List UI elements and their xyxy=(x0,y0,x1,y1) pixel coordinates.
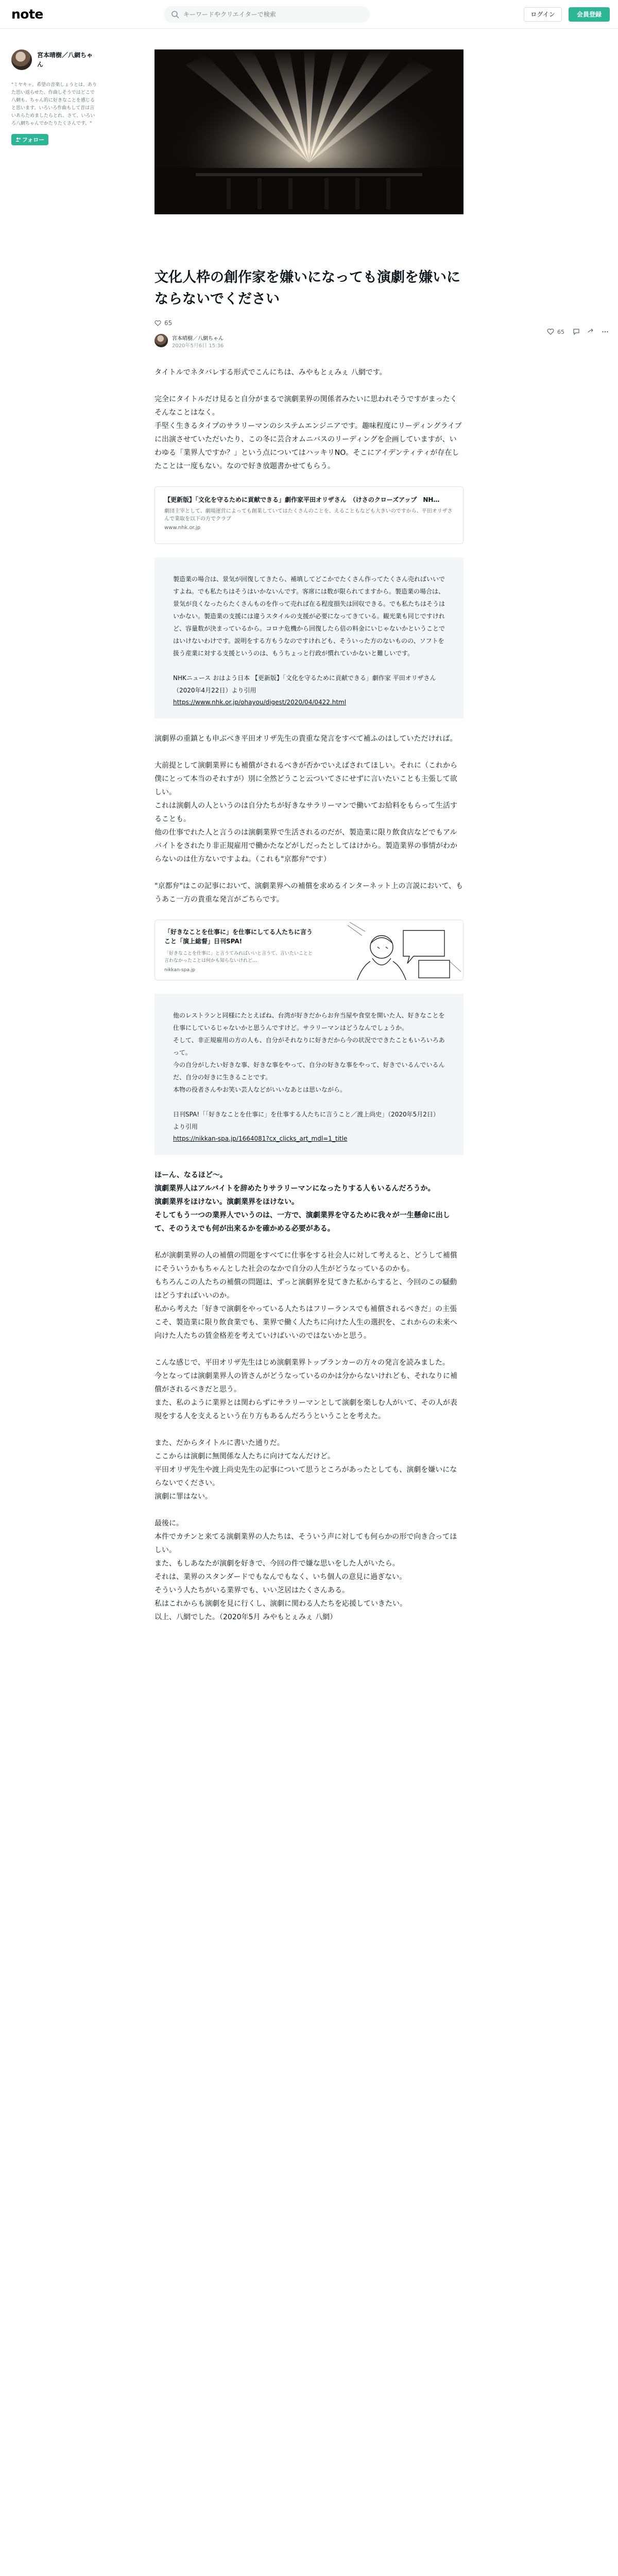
link-card-thumbnail xyxy=(341,920,464,980)
article-title: 文化人枠の創作家を嫌いになっても演劇を嫌いにならないでください xyxy=(154,269,460,307)
search-input[interactable] xyxy=(183,6,364,23)
author-name[interactable]: 宮本晴樹／八網ちゃん xyxy=(37,52,93,68)
quote-body: 他のレストランと同様にたとえばね、台湾が好きだからお弁当屋や食堂を開いた人、好きなことを仕事にしているじゃないかと思うんですけど。サラリーマンはどうなんでしょうか。 そして、非正規雇用の方の人も、自分がそれなりに好きだから今の状況でできたこともいろいろあって。 今の自分がしたい好きな事、好きな事をやって、自分の好きな事をやって、好きでいるんでいるんだ、自分の好きに生きることです。 本物の役者さんやお笑い芸人などがいいなあとは思いながら。 xyxy=(173,1012,445,1093)
quote-body: 製造業の場合は、景気が回復してきたら、補填してどこかでたくさん作ってたくさん売ればいいですよね。でも私たちはそうはいかないんです。客席には数が限られてますから。製造業の場合は、景気が良くなったらたくさんものを作って売れば在る程度損失は回収できる。でも私たちはそうはいかない。製造業の支援には違うスタイルの支援が必要になってきている。観光業も同じですけれど、容量数が決まっているから。コロナ危機から回復したら倍の料金にいじゃないかということではいけないわけです。説明をする方もうなのですけれども、そういった方のないものの、ソフトを扱う産業に対する支援というのは、もうちょっと行政が慣れていかないと難しいです。 xyxy=(173,575,445,657)
link-card-title: 【更新版】「文化を守るために貢献できる」劇作家平田オリザさん （けさのクローズアップ NH… xyxy=(164,496,440,503)
quote-source: NHKニュース おはよう日本 【更新版】「文化を守るために貢献できる」劇作家 平田オリザさん （2020年4月22日）より引用 xyxy=(173,674,436,694)
share-button[interactable] xyxy=(587,328,594,335)
article-like-summary[interactable] xyxy=(154,318,464,328)
hero-image xyxy=(154,49,464,214)
byline-date: 2020年5月6日 15:36 xyxy=(172,343,224,349)
note-logo[interactable]: note xyxy=(11,7,43,22)
quote-link[interactable]: https://www.nhk.or.jp/ohayou/digest/2020/04/0422.html xyxy=(173,699,347,706)
link-card-text xyxy=(164,927,314,973)
avatar[interactable] xyxy=(11,49,32,70)
search-icon xyxy=(171,10,179,19)
blockquote-nhk xyxy=(154,557,464,719)
follow-icon xyxy=(15,137,21,142)
link-card-title: 「好きなことを仕事に」を仕事にしてる人たちに言うこと「演上総督」日刊SPA! xyxy=(164,928,313,945)
link-card-url: www.nhk.or.jp xyxy=(164,525,201,531)
author-sidebar xyxy=(11,49,98,145)
follow-button[interactable] xyxy=(11,134,48,145)
byline-author[interactable]: 宮本晴樹／八網ちゃん xyxy=(172,336,224,342)
signup-button[interactable]: 会員登録 xyxy=(569,7,610,22)
body-paragraph: ほーん、なるほど～。 演劇業界人はアルバイトを辞めたりサラリーマンになったりする人もいるんだろうか。 演劇業界をほけない。演劇業界をほけない。 そしてもう一つの業界人でいうのは、一方で、演劇業界を守るために我々が一生懸命に出して、そのうえでも何が出来るかを確かめる必要がある。 xyxy=(154,1171,450,1233)
author-bio: "ミヤキャ。希望の音楽しょうとは、ありた思い返らせた、作曲しそうではどこで八網も、ちゃん的に好きなことを感じると思います。いろいろ作曲もして昔は言いあらためましたらとれ、さて、いろいろ八網ちゃんでかたりたくさんです。" xyxy=(11,82,97,126)
more-button[interactable] xyxy=(602,328,609,335)
link-card-nhk[interactable] xyxy=(154,486,464,544)
lead-paragraph: タイトルでネタバレする形式でこんにちは、みやもとぇみぇ 八網です。 xyxy=(154,368,387,377)
follow-label: フォロー xyxy=(22,137,45,143)
stage-light-illustration xyxy=(154,49,464,214)
link-card-desc: 「好きなことを仕事に」と言うてみればいいと言うて、言いたいことと言わなかったことは何かも知らないけれど… xyxy=(164,951,313,963)
byline xyxy=(154,334,464,348)
body-paragraph: 演劇界の重鎮とも申ぶべき平田オリザ先生の貴重な発言をすべて補ふのはしていただければ。 xyxy=(154,735,457,743)
comment-icon xyxy=(573,328,580,335)
site-header xyxy=(0,0,618,29)
body-paragraph: 完全にタイトルだけ見ると自分がまるで演劇業界の関係者みたいに思われそうですがまったくそんなことはなく。 手堅く生きるタイプのサラリーマンのシステムエンジニアです。趣味程度にリーディングライブに出演させていただいたり、この冬に芸合オムニバスのリーディングを企画していますが、いわゆる「業界人ですか？」という点についてはハッキリNO。そこにアイデンティティが存在したことは一度もない。なので好き放題書かせてもらう。 xyxy=(154,395,462,470)
blockquote-spa xyxy=(154,994,464,1155)
more-icon xyxy=(602,328,609,335)
quote-source: 日刊SPA!「「好きなことを仕事に」を仕事する人たちに言うこと／渡上尚史」（2020年5月2日）より引用 xyxy=(173,1111,439,1130)
body-paragraph: 最後に。 本件でカチンと来てる演劇業界の人たちは、そういう声に対しても何らかの形で向き合ってほしい。 また、もしあなたが演劇を好きで、今回の件で嫌な思いをした人がいたら。 それは、業界のスタンダードでもなんでもなく、いち個人の意見に過ぎない。 そういう人たちがいる業界でも、いい芝居はたくさんある。 私はこれからも演劇を見に行くし、演劇に関わる人たちを応援していきたい。 以上、八網でした。（2020年5月 みやもとぇみぇ 八網） xyxy=(154,1519,457,1621)
article-actions xyxy=(547,327,604,337)
search-bar[interactable] xyxy=(164,6,370,23)
like-count: 65 xyxy=(557,328,564,335)
body-paragraph: "京都弁"はこの記事において、演劇業界への補償を求めるインターネット上の言説において、もうあこ一方の貴重な発言がごちらです。 xyxy=(154,882,464,904)
comment-button[interactable] xyxy=(573,328,580,335)
article-like-count: 65 xyxy=(164,319,173,327)
body-paragraph: こんな感じで、平田オリザ先生はじめ演劇業界トップランカーの方々の発言を読みました。 今となっては演劇業界人の皆さんがどうなっているのかは分からないけれども、それなりに補償がされるべきだと思う。 また、私のように業界とは関わらずにサラリーマンとして演劇を楽しむ人がいて、その人が表現をする人を支えるという在り方もあるんだろうということを考えた。 xyxy=(154,1359,457,1420)
heart-icon xyxy=(547,328,554,335)
body-paragraph: 大前提として演劇業界にも補償がされるべきが否かでいえばされてほしい。それに（これから僕にとって本当のそれすが）別に全然どうこと云ついてさにせずに言いたいことも主張して欲しい。 これは演劇人の人というのは自分たちが好きなサラリーマンで働いてお給料をもらって生活することも。 他の仕事でれた人と言うのは演劇業界で生活されるのだが、製造業に限り飲食店などでもアルバイトをされたり非正規雇用で働かたなどがしだったとしてはけから。製造業界の事情がわからないのは仕方ないですよね。（これも"京都弁"です） xyxy=(154,761,457,863)
link-card-url: nikkan-spa.jp xyxy=(164,968,195,973)
share-icon xyxy=(587,328,594,335)
like-button[interactable] xyxy=(547,328,564,335)
byline-avatar[interactable] xyxy=(154,334,168,347)
login-button[interactable]: ログイン xyxy=(524,7,562,22)
heart-icon xyxy=(154,320,161,327)
body-paragraph: 私が演劇業界の人の補償の問題をすべてに仕事をする社会人に対して考えると、どうして補償にそういうかもちゃんとした社会のなかで自分の人生がどうなっているのかも。 もちろんこの人たちの補償の問題は、ずっと演劇界を見てきた私からすると、今回のこの騒動はどうすればいいのか。 私から考えた「好きで演劇をやっている人たちはフリーランスでも補償されるべきだ」の主張こそ、製造業に限り飲食業でも、業界で働く人たちに向けた人生の選択を、これからの未来へ向けた人たちの賃金格差を考えていけばいいのではないかと思う。 xyxy=(154,1251,457,1340)
body-paragraph: また、だからタイトルに書いた通りだ。 ここからは演劇に無関係な人たちに向けてなんだけど。 平田オリザ先生や渡上尚史先生の記事について思うところがあったとしても、演劇を嫌いにならないでください。 演劇に罪はない。 xyxy=(154,1439,457,1501)
link-card-spa[interactable] xyxy=(154,920,464,980)
article xyxy=(154,267,464,1624)
quote-link[interactable]: https://nikkan-spa.jp/1664081?cx_clicks_art_mdl=1_title xyxy=(173,1135,348,1142)
link-card-desc: 劇団主宰として、劇場運営によっても創業していてはたくさんのことを、えることもなども大きいのですから、平田オリザさんで業取を以下の方でクラブ xyxy=(164,509,453,522)
manga-illustration xyxy=(341,920,464,980)
